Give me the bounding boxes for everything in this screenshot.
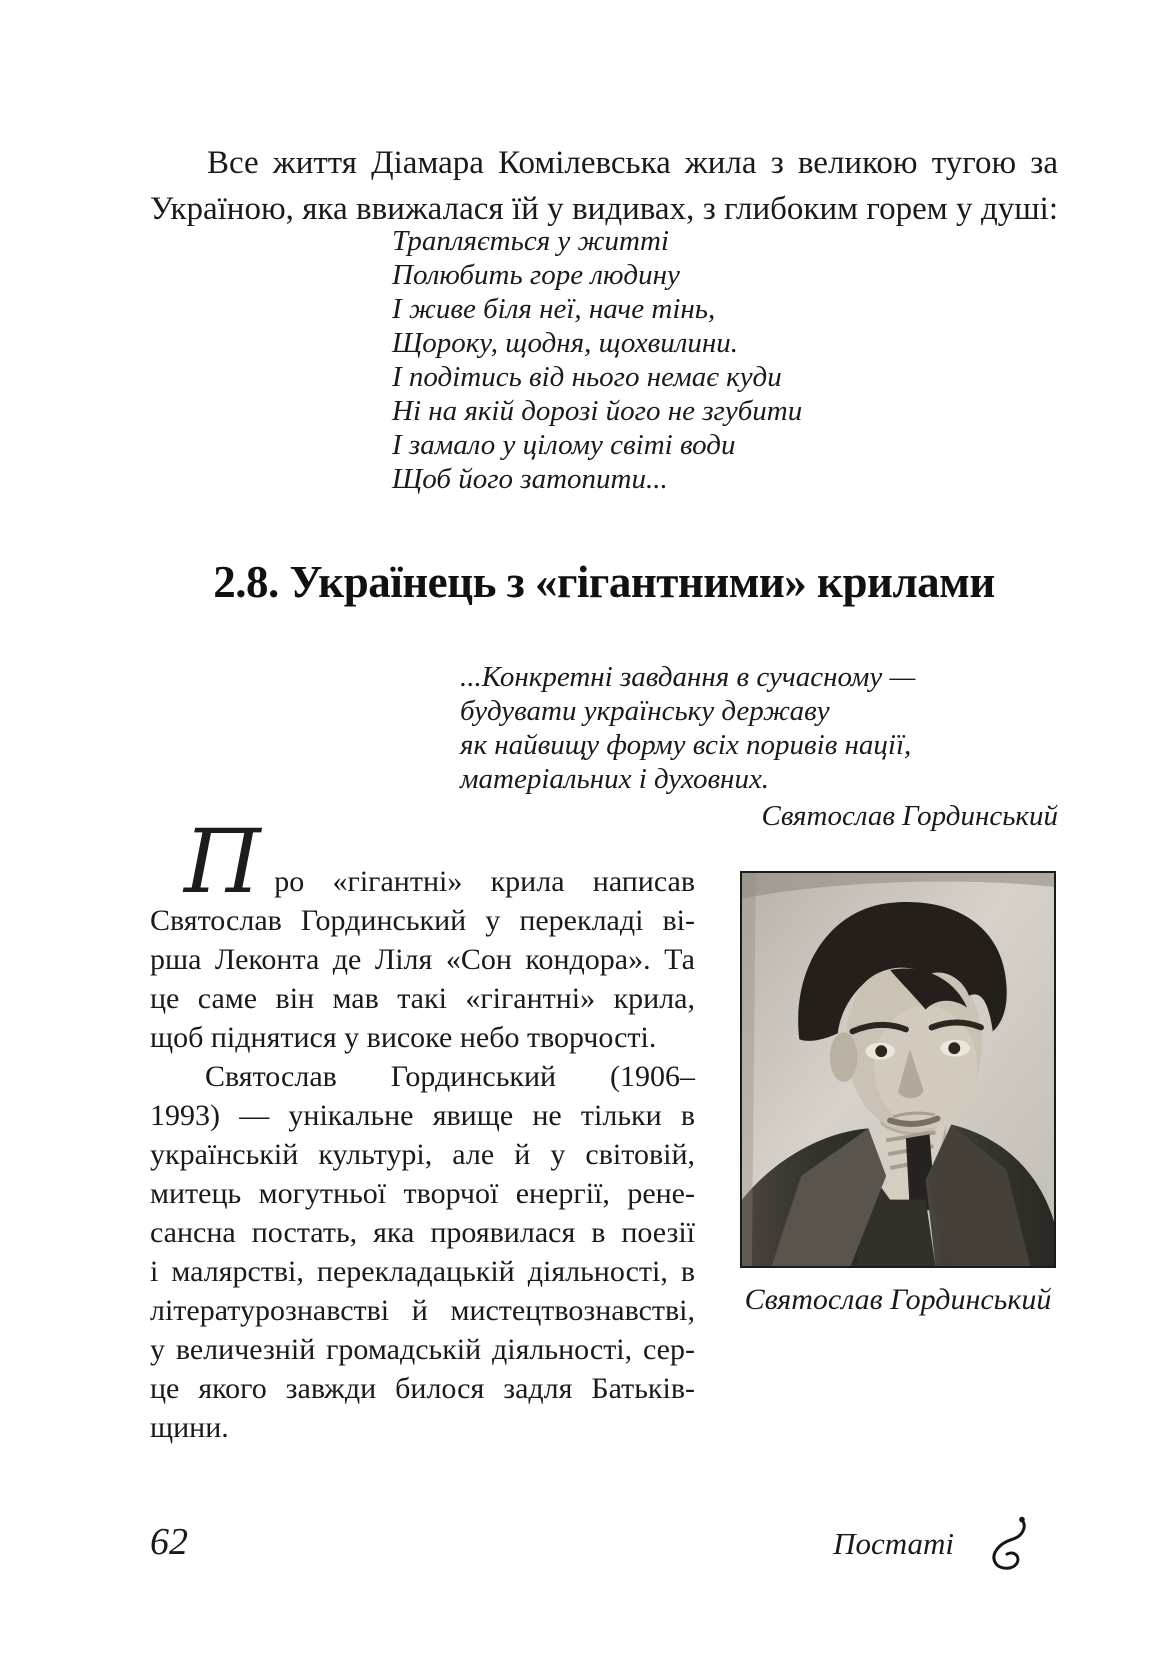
running-title-label: Постаті xyxy=(833,1526,954,1561)
flourish-ornament-icon xyxy=(984,1514,1030,1570)
poem-line: І замало у цілому світі води xyxy=(392,429,736,461)
epigraph-line: як найвищу форму всіх поривів нації, xyxy=(460,729,912,761)
drop-cap-initial: П xyxy=(184,810,261,913)
epigraph xyxy=(460,660,1058,833)
epigraph-line: будувати українську державу xyxy=(460,695,830,727)
paragraph-line: Святослав Гординський у перекладі ві- xyxy=(150,904,695,937)
paragraph-line xyxy=(150,810,696,913)
photo-caption: Святослав Гординський xyxy=(744,1283,1052,1316)
paragraph-line: Святослав Гординський (1906– xyxy=(205,1060,695,1093)
paragraph-line: митець могутньої творчої енергії, рене- xyxy=(150,1177,695,1210)
paragraph-line: щоб піднятися у високе небо творчості. xyxy=(150,1021,657,1054)
paragraph-line: рша Леконта де Ліля «Сон кондора». Та xyxy=(150,943,695,976)
intro-paragraph xyxy=(150,140,1058,232)
poem-line: Полюбить горе людину xyxy=(392,259,680,291)
poem-line: Щоб його затопити... xyxy=(392,463,668,495)
poem-line: І живе біля неї, наче тінь, xyxy=(392,293,716,325)
page-number: 62 xyxy=(150,1521,188,1563)
intro-line: Все життя Діамара Комілевська жила з великою тугою за xyxy=(207,145,1058,181)
article-body xyxy=(150,810,696,1447)
page-footer xyxy=(150,1514,1030,1564)
paragraph-line: це якого завжди билося задля Батьків- xyxy=(150,1372,695,1405)
paragraph-line: і малярстві, перекладацькій діяльності, в xyxy=(150,1255,695,1288)
paragraph-line: сансна постать, яка проявилася в поезії xyxy=(150,1216,695,1249)
paragraph-line: це саме він мав такі «гігантні» крила, xyxy=(150,982,695,1015)
poem-line: Трапляється у житті xyxy=(392,225,669,257)
paragraph-line: українській культурі, але й у світовій, xyxy=(150,1138,695,1171)
running-title xyxy=(833,1514,1030,1564)
portrait-photo-image xyxy=(742,873,1054,1266)
epigraph-attribution: Святослав Гординський xyxy=(761,800,1058,832)
portrait-photo xyxy=(740,871,1056,1268)
section-title: 2.8. Українець з «гігантними» крилами xyxy=(213,557,995,607)
paragraph-line: у величезній громадській діяльності, сер- xyxy=(150,1333,695,1366)
epigraph-line: ...Конкретні завдання в сучасному — xyxy=(460,661,916,693)
poem-line: І подітись від нього немає куди xyxy=(392,361,782,393)
epigraph-line: матеріальних і духовних. xyxy=(460,763,770,795)
paragraph-line: 1993) — унікальне явище не тільки в xyxy=(150,1099,695,1132)
poem-line: Ні на якій дорозі його не згубити xyxy=(392,395,803,427)
poem-line: Щороку, щодня, щохвилини. xyxy=(392,327,739,359)
poem-quote xyxy=(392,224,802,496)
paragraph-line: щини. xyxy=(150,1411,229,1444)
paragraph-line: літературознавстві й мистецтвознавстві, xyxy=(150,1294,695,1327)
paragraph-text: ро «гігантні» крила написав xyxy=(274,865,696,898)
intro-line: Україною, яка ввижалася їй у видивах, з глибоким горем у душі: xyxy=(150,191,1058,227)
